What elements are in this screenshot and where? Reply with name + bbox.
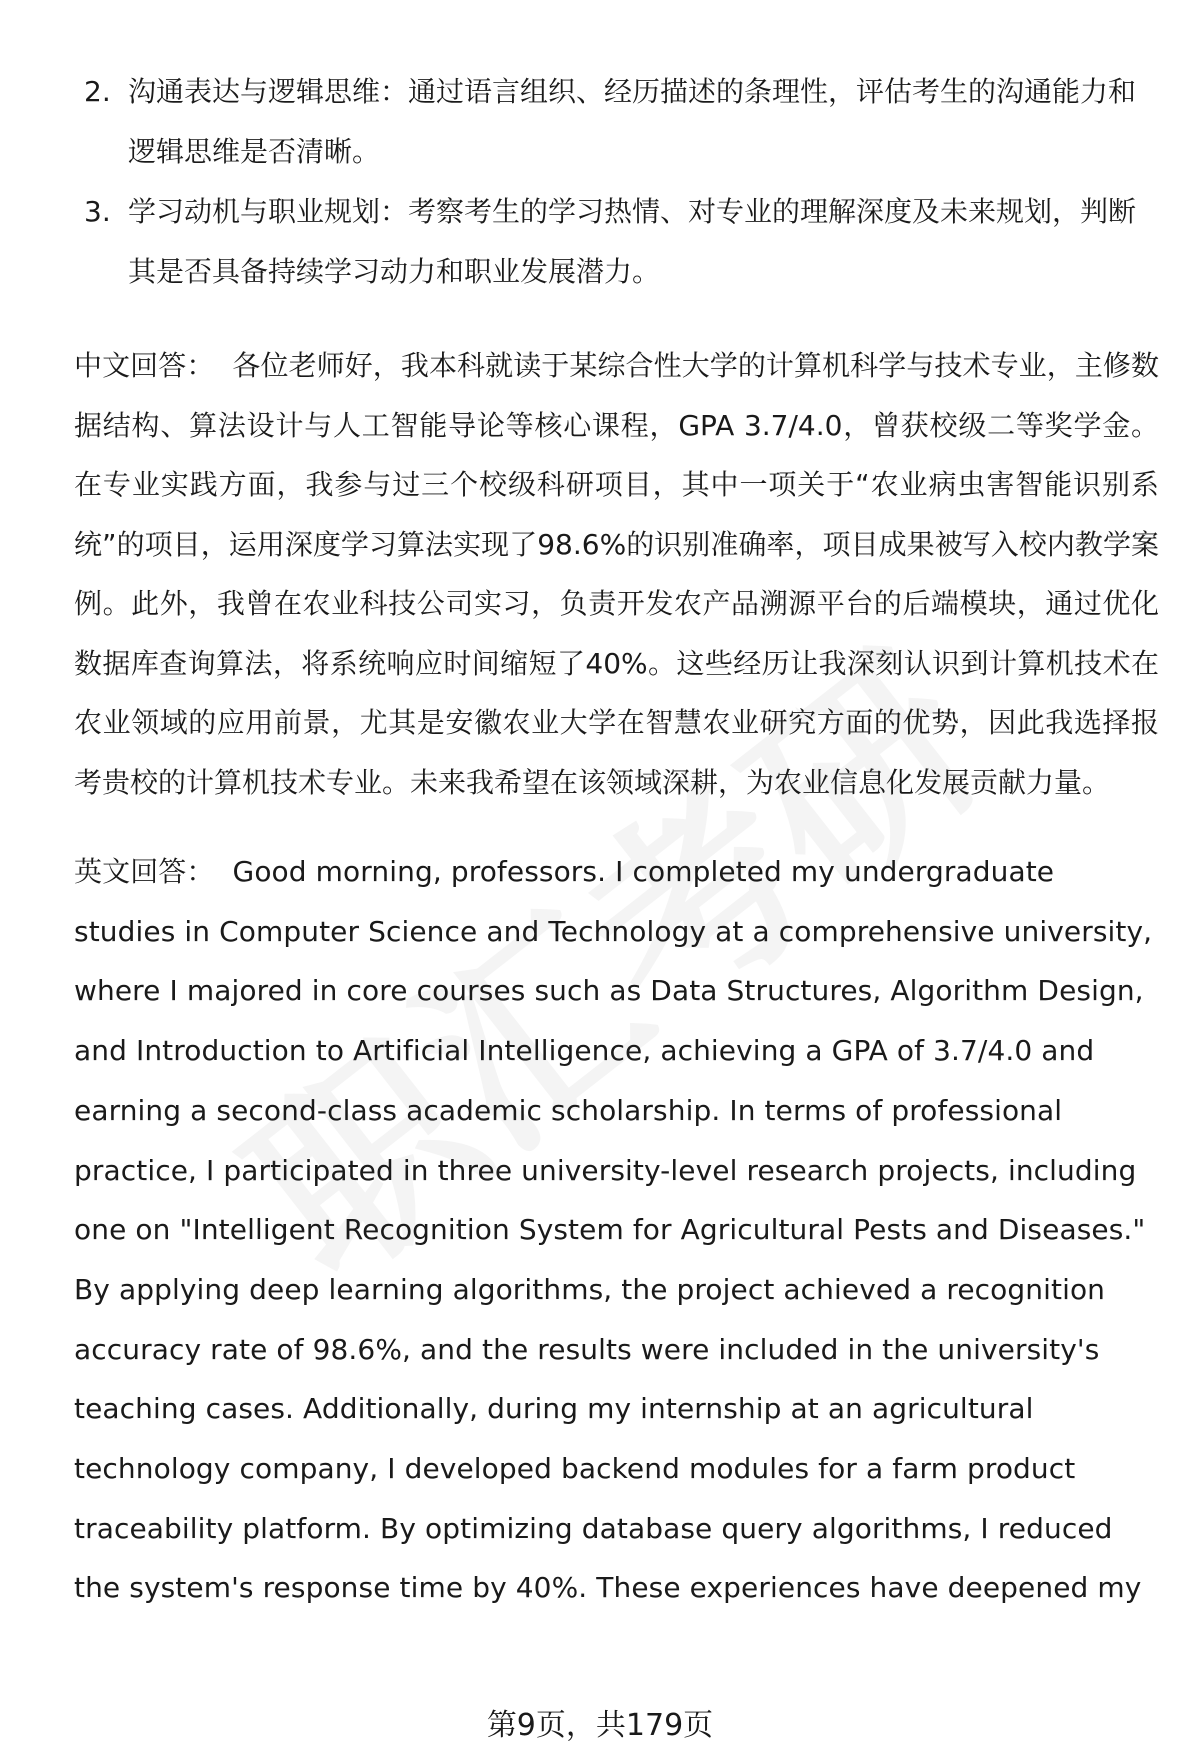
criteria-number: 2. xyxy=(84,75,111,108)
criteria-text: 学习动机与职业规划：考察考生的学习热情、对专业的理解深度及未来规划，判断其是否具备持续学习动力和职业发展潜力。 xyxy=(128,195,1137,288)
criteria-item xyxy=(74,182,1159,302)
page-footer xyxy=(0,1706,1200,1746)
page-content xyxy=(74,62,1159,1648)
criteria-list xyxy=(74,62,1159,302)
page-number: 第9页，共179页 xyxy=(486,1708,714,1743)
english-answer-paragraph xyxy=(74,842,1159,1618)
chinese-answer-text: 各位老师好，我本科就读于某综合性大学的计算机科学与技术专业，主修数据结构、算法设计与人工智能导论等核心课程，GPA 3.7/4.0，曾获校级二等奖学金。在专业实践方面，我参与过三个校级科研项目，其中一项关于“农业病虫害智能识别系统”的项目，运用深度学习算法实现了98.6%的识别准确率，项目成果被写入校内教学案例。此外，我曾在农业科技公司实习，负责开发农产品溯源平台的后端模块，通过优化数据库查询算法，将系统响应时间缩短了40%。这些经历让我深刻认识到计算机技术在农业领域的应用前景，尤其是安徽农业大学在智慧农业研究方面的优势，因此我选择报考贵校的计算机技术专业。未来我希望在该领域深耕，为农业信息化发展贡献力量。 xyxy=(74,349,1159,799)
chinese-answer-label: 中文回答： xyxy=(74,349,215,382)
criteria-number: 3. xyxy=(84,195,111,228)
english-answer-text: Good morning, professors. I completed my undergraduate studies in Computer Science and Technology at a comprehensive university, where I majored in core courses such as Data Structures, Algorithm Design, and Introduction to Artificial Intelligence, achieving a GPA of 3.7/4.0 and earning a second-class academic scholarship. In terms of professional practice, I participated in three university-level research projects, including one on "Intelligent Recognition System for Agricultural Pests and Diseases." By applying deep learning algorithms, the project achieved a recognition accuracy rate of 98.6%, and the results were included in the university's teaching cases. Additionally, during my internship at an agricultural technology company, I developed backend modules for a farm product traceability platform. By optimizing database query algorithms, I reduced the system's response time by 40%. These experiences have deepened my xyxy=(74,855,1153,1605)
criteria-item xyxy=(74,62,1159,182)
chinese-answer-paragraph xyxy=(74,336,1159,812)
criteria-text: 沟通表达与逻辑思维：通过语言组织、经历描述的条理性，评估考生的沟通能力和逻辑思维是否清晰。 xyxy=(128,75,1137,168)
english-answer-label: 英文回答： xyxy=(74,855,215,888)
